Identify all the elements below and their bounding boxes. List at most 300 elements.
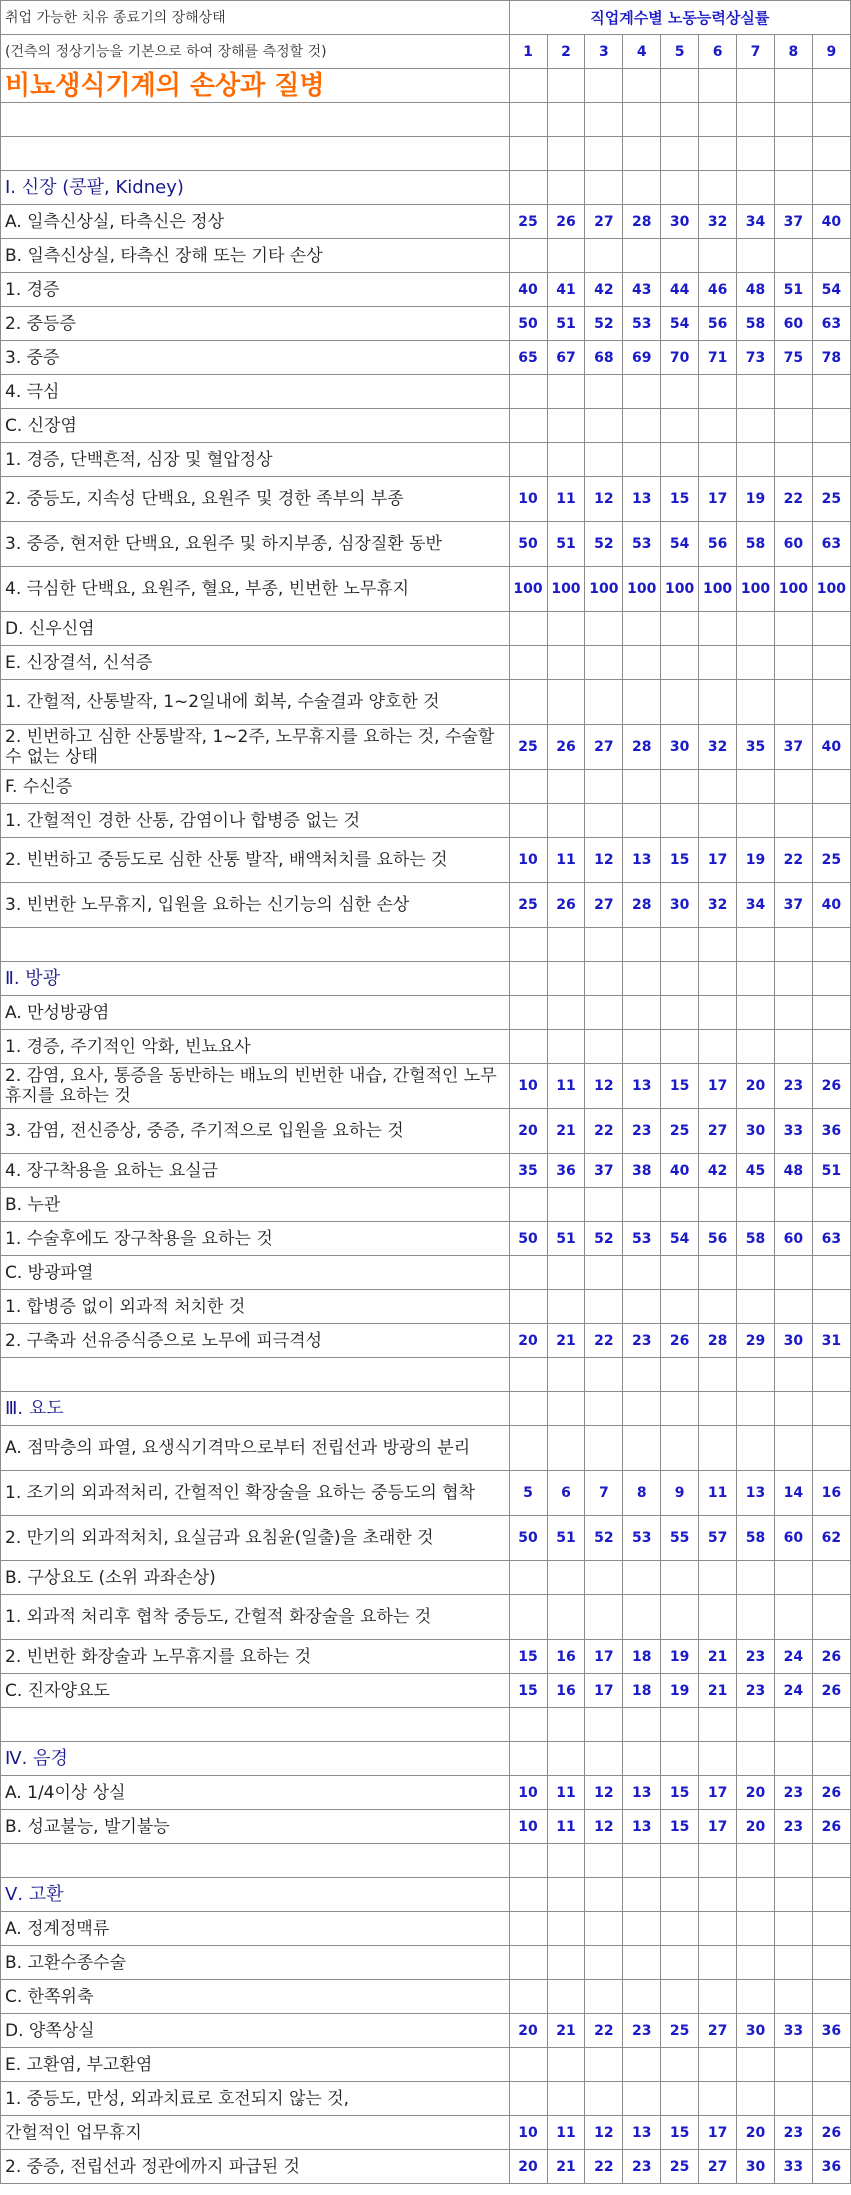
rate-value	[661, 1030, 699, 1064]
rate-value: 9	[661, 1471, 699, 1516]
item-description	[1, 1708, 510, 1742]
rate-value	[661, 1878, 699, 1912]
rate-value: 35	[509, 1154, 547, 1188]
rate-value: 11	[547, 1776, 585, 1810]
rate-value: 33	[774, 2150, 812, 2184]
rate-value	[774, 1742, 812, 1776]
rate-value: 26	[812, 1810, 850, 1844]
rate-value	[699, 137, 737, 171]
rate-value: 58	[737, 1516, 775, 1561]
rate-value: 16	[547, 1674, 585, 1708]
rate-value	[509, 171, 547, 205]
rate-value	[737, 171, 775, 205]
item-description: 1. 중등도, 만성, 외과치료로 호전되지 않는 것,	[1, 2082, 510, 2116]
rate-value: 51	[547, 307, 585, 341]
rate-value	[812, 375, 850, 409]
rate-value: 33	[774, 2014, 812, 2048]
rate-value: 21	[547, 1109, 585, 1154]
rate-value	[623, 1946, 661, 1980]
empty-cell	[661, 69, 699, 103]
rate-value	[623, 239, 661, 273]
rate-value: 17	[699, 1064, 737, 1109]
rate-value	[774, 646, 812, 680]
rate-value: 15	[661, 1810, 699, 1844]
rate-value	[509, 409, 547, 443]
rate-value: 100	[661, 567, 699, 612]
rate-value: 51	[547, 522, 585, 567]
item-description: C. 진자양요도	[1, 1674, 510, 1708]
rate-value	[623, 1980, 661, 2014]
rate-value: 23	[774, 1064, 812, 1109]
item-description: A. 점막층의 파열, 요생식기격막으로부터 전립선과 방광의 분리	[1, 1426, 510, 1471]
item-description: 1. 경증, 단백흔적, 심장 및 혈압정상	[1, 443, 510, 477]
rate-value: 15	[661, 1776, 699, 1810]
section-row	[1, 1878, 851, 1912]
rate-value: 63	[812, 307, 850, 341]
rate-value: 26	[547, 205, 585, 239]
rate-value: 51	[774, 273, 812, 307]
item-description: 2. 빈번하고 심한 산통발작, 1~2주, 노무휴지를 요하는 것, 수술할 수 없는 상태	[1, 725, 510, 770]
rate-value: 12	[585, 477, 623, 522]
empty-cell	[585, 69, 623, 103]
rate-value: 23	[623, 2014, 661, 2048]
rate-value	[699, 962, 737, 996]
rate-value: 28	[623, 883, 661, 928]
rate-value: 30	[661, 883, 699, 928]
section-heading: Ⅳ. 음경	[1, 1742, 510, 1776]
rate-value: 23	[774, 1810, 812, 1844]
rate-value: 20	[509, 1109, 547, 1154]
rate-value	[585, 1290, 623, 1324]
rate-value	[661, 1426, 699, 1471]
rate-value: 40	[509, 273, 547, 307]
table-row	[1, 646, 851, 680]
item-description: 3. 중증	[1, 341, 510, 375]
rate-value: 15	[509, 1674, 547, 1708]
rate-value: 100	[547, 567, 585, 612]
rate-value	[699, 646, 737, 680]
rate-value: 26	[812, 2116, 850, 2150]
rate-value	[661, 1844, 699, 1878]
rate-value	[699, 1878, 737, 1912]
rate-value: 36	[812, 2150, 850, 2184]
table-row	[1, 928, 851, 962]
rate-value	[737, 1392, 775, 1426]
rate-value	[547, 1912, 585, 1946]
rate-value	[737, 2048, 775, 2082]
rate-value: 40	[812, 205, 850, 239]
rate-value: 50	[509, 1222, 547, 1256]
rate-value: 11	[547, 1810, 585, 1844]
rate-value: 21	[547, 2014, 585, 2048]
table-row	[1, 1109, 851, 1154]
rate-value	[774, 1030, 812, 1064]
rate-value: 25	[509, 205, 547, 239]
item-description: 2. 만기의 외과적처치, 요실금과 요침윤(일출)을 초래한 것	[1, 1516, 510, 1561]
grade-number: 3	[585, 35, 623, 69]
rate-value: 15	[661, 838, 699, 883]
rate-value	[509, 1844, 547, 1878]
rate-value	[661, 928, 699, 962]
rate-value	[623, 1561, 661, 1595]
rate-value	[812, 103, 850, 137]
rate-value: 27	[699, 1109, 737, 1154]
rate-value: 20	[509, 1324, 547, 1358]
rate-value	[699, 1188, 737, 1222]
rate-value: 20	[509, 2014, 547, 2048]
rate-value	[623, 1426, 661, 1471]
rate-value: 19	[737, 477, 775, 522]
table-row	[1, 443, 851, 477]
rate-value: 58	[737, 522, 775, 567]
item-description: 간헐적인 업무휴지	[1, 2116, 510, 2150]
rate-value	[737, 239, 775, 273]
rate-value	[547, 239, 585, 273]
rate-value: 56	[699, 307, 737, 341]
rate-value: 29	[737, 1324, 775, 1358]
rate-value: 60	[774, 307, 812, 341]
rate-value: 100	[774, 567, 812, 612]
rate-value: 65	[509, 341, 547, 375]
rate-value	[623, 1878, 661, 1912]
table-row	[1, 612, 851, 646]
rate-value	[774, 612, 812, 646]
item-description: 1. 수술후에도 장구착용을 요하는 것	[1, 1222, 510, 1256]
rate-value: 26	[661, 1324, 699, 1358]
rate-value	[661, 680, 699, 725]
rate-value: 12	[585, 1810, 623, 1844]
rate-value: 54	[661, 307, 699, 341]
item-description: 1. 합병증 없이 외과적 처치한 것	[1, 1290, 510, 1324]
rate-value	[623, 137, 661, 171]
rate-value: 30	[661, 205, 699, 239]
table-row	[1, 137, 851, 171]
item-description	[1, 1844, 510, 1878]
rate-value	[812, 1980, 850, 2014]
rate-value	[509, 804, 547, 838]
rate-value: 10	[509, 838, 547, 883]
table-row	[1, 522, 851, 567]
table-row	[1, 1561, 851, 1595]
item-description: C. 방광파열	[1, 1256, 510, 1290]
rate-value	[509, 1980, 547, 2014]
rate-value	[812, 2082, 850, 2116]
section-row	[1, 171, 851, 205]
rate-value: 42	[699, 1154, 737, 1188]
empty-cell	[812, 69, 850, 103]
item-description: 2. 중등도, 지속성 단백요, 요원주 및 경한 족부의 부종	[1, 477, 510, 522]
rate-value	[585, 962, 623, 996]
rate-value	[585, 1595, 623, 1640]
rate-value: 100	[699, 567, 737, 612]
rate-value	[661, 770, 699, 804]
rate-value	[585, 612, 623, 646]
note-row	[1, 35, 851, 69]
rate-value: 8	[623, 1471, 661, 1516]
rate-value	[661, 804, 699, 838]
rate-value	[774, 1392, 812, 1426]
rate-value	[547, 1358, 585, 1392]
rate-value	[547, 612, 585, 646]
item-description: 1. 외과적 처리후 협착 중등도, 간헐적 화장술을 요하는 것	[1, 1595, 510, 1640]
rate-value	[737, 1946, 775, 1980]
rate-value	[623, 962, 661, 996]
rate-value	[547, 1392, 585, 1426]
table-row	[1, 1064, 851, 1109]
rate-value	[547, 1290, 585, 1324]
rate-value	[509, 1188, 547, 1222]
rate-value: 70	[661, 341, 699, 375]
rate-value	[585, 409, 623, 443]
rate-value: 10	[509, 1776, 547, 1810]
rate-value	[699, 1561, 737, 1595]
table-row	[1, 725, 851, 770]
rate-value	[585, 1844, 623, 1878]
rate-value	[509, 1912, 547, 1946]
rate-value	[509, 137, 547, 171]
rate-value: 25	[661, 2150, 699, 2184]
rate-value	[547, 137, 585, 171]
item-description: C. 신장염	[1, 409, 510, 443]
table-row	[1, 2082, 851, 2116]
table-row	[1, 2150, 851, 2184]
rate-value	[699, 103, 737, 137]
rate-value	[661, 1392, 699, 1426]
rate-value: 100	[509, 567, 547, 612]
rate-value: 26	[547, 725, 585, 770]
rate-value: 17	[585, 1640, 623, 1674]
rate-value: 48	[774, 1154, 812, 1188]
item-description: 2. 중등증	[1, 307, 510, 341]
rate-value: 100	[737, 567, 775, 612]
grade-number: 6	[699, 35, 737, 69]
rate-value: 53	[623, 307, 661, 341]
rate-value: 62	[812, 1516, 850, 1561]
rate-value	[812, 239, 850, 273]
rate-value	[737, 1030, 775, 1064]
item-description: A. 만성방광염	[1, 996, 510, 1030]
rate-value	[812, 612, 850, 646]
rate-value: 23	[623, 1109, 661, 1154]
table-row	[1, 1595, 851, 1640]
rate-value	[547, 804, 585, 838]
rate-value: 100	[812, 567, 850, 612]
rate-value: 25	[812, 477, 850, 522]
rate-value: 27	[585, 883, 623, 928]
rate-value: 17	[699, 1810, 737, 1844]
grade-number: 2	[547, 35, 585, 69]
item-description: 2. 감염, 요사, 통증을 동반하는 배뇨의 빈번한 내습, 간헐적인 노무휴지를 요하는 것	[1, 1064, 510, 1109]
rate-value	[699, 1912, 737, 1946]
state-header: 취업 가능한 치유 종료기의 장해상태	[1, 1, 510, 35]
rate-value: 52	[585, 1516, 623, 1561]
rate-value	[585, 646, 623, 680]
rate-value	[547, 103, 585, 137]
rate-value	[699, 680, 737, 725]
table-row	[1, 2048, 851, 2082]
section-heading: Ⅱ. 방광	[1, 962, 510, 996]
rate-value: 78	[812, 341, 850, 375]
rate-value: 30	[774, 1324, 812, 1358]
rate-value	[623, 1595, 661, 1640]
rate-value: 37	[585, 1154, 623, 1188]
table-row	[1, 1980, 851, 2014]
rate-value	[547, 1708, 585, 1742]
rate-value	[812, 1912, 850, 1946]
rate-value: 50	[509, 522, 547, 567]
rate-value: 75	[774, 341, 812, 375]
rate-value: 30	[737, 1109, 775, 1154]
rate-value	[812, 680, 850, 725]
rate-value	[661, 646, 699, 680]
rate-value: 11	[699, 1471, 737, 1516]
rate-value: 46	[699, 273, 737, 307]
rate-value	[774, 996, 812, 1030]
table-row	[1, 239, 851, 273]
rate-value	[547, 1742, 585, 1776]
item-description: 2. 구축과 선유증식증으로 노무에 피극격성	[1, 1324, 510, 1358]
section-heading: Ⅲ. 요도	[1, 1392, 510, 1426]
rate-value	[774, 443, 812, 477]
rate-value: 28	[699, 1324, 737, 1358]
rate-value	[661, 2048, 699, 2082]
rate-value: 63	[812, 522, 850, 567]
rate-value	[585, 2048, 623, 2082]
item-description: 3. 감염, 전신증상, 중증, 주기적으로 입원을 요하는 것	[1, 1109, 510, 1154]
rate-value	[509, 962, 547, 996]
rate-value	[812, 409, 850, 443]
rate-value	[812, 1392, 850, 1426]
section-heading: Ⅴ. 고환	[1, 1878, 510, 1912]
rate-value: 36	[812, 1109, 850, 1154]
rate-value	[737, 375, 775, 409]
rate-value: 5	[509, 1471, 547, 1516]
rate-value: 51	[547, 1222, 585, 1256]
rate-value	[585, 1708, 623, 1742]
rate-value	[812, 1878, 850, 1912]
rate-value	[774, 1878, 812, 1912]
item-description	[1, 137, 510, 171]
item-description: F. 수신증	[1, 770, 510, 804]
rate-value: 23	[623, 1324, 661, 1358]
rate-value	[623, 1188, 661, 1222]
section-row	[1, 1392, 851, 1426]
item-description: 2. 빈번한 화장술과 노무휴지를 요하는 것	[1, 1640, 510, 1674]
rate-value: 16	[547, 1640, 585, 1674]
rate-value	[509, 1392, 547, 1426]
rate-value	[774, 409, 812, 443]
rate-value	[509, 770, 547, 804]
rate-value	[509, 928, 547, 962]
item-description: A. 1/4이상 상실	[1, 1776, 510, 1810]
rate-value: 19	[737, 838, 775, 883]
table-row	[1, 1674, 851, 1708]
rate-value	[623, 409, 661, 443]
rate-value	[623, 375, 661, 409]
rate-value: 6	[547, 1471, 585, 1516]
rate-value	[661, 103, 699, 137]
rate-value	[509, 612, 547, 646]
rate-value	[661, 239, 699, 273]
table-row	[1, 1708, 851, 1742]
rate-value	[774, 1708, 812, 1742]
rate-value: 27	[699, 2150, 737, 2184]
rate-value: 13	[623, 477, 661, 522]
rate-value	[774, 1980, 812, 2014]
rate-value: 15	[661, 477, 699, 522]
rate-value: 40	[812, 725, 850, 770]
rate-value	[547, 375, 585, 409]
rate-value	[509, 1358, 547, 1392]
item-description: B. 구상요도 (소위 과좌손상)	[1, 1561, 510, 1595]
rate-value	[812, 1290, 850, 1324]
rate-value: 12	[585, 1064, 623, 1109]
table-row	[1, 477, 851, 522]
rate-value	[737, 1188, 775, 1222]
rate-value	[509, 680, 547, 725]
item-description: 2. 중증, 전립선과 정관에까지 파급된 것	[1, 2150, 510, 2184]
rate-value: 34	[737, 883, 775, 928]
rate-value: 45	[737, 1154, 775, 1188]
item-description: E. 고환염, 부고환염	[1, 2048, 510, 2082]
rate-value	[661, 1708, 699, 1742]
table-row	[1, 2116, 851, 2150]
rate-value	[509, 443, 547, 477]
rate-value: 19	[661, 1674, 699, 1708]
table-row	[1, 680, 851, 725]
rate-value	[699, 443, 737, 477]
rate-value	[661, 612, 699, 646]
rate-value	[585, 804, 623, 838]
rate-value	[699, 770, 737, 804]
rate-value	[774, 137, 812, 171]
rate-value: 20	[737, 1064, 775, 1109]
rate-value	[623, 2082, 661, 2116]
table-row	[1, 1188, 851, 1222]
rate-value	[661, 443, 699, 477]
rate-value	[737, 1561, 775, 1595]
rate-value	[812, 804, 850, 838]
rate-value	[699, 375, 737, 409]
rate-value	[547, 1426, 585, 1471]
rate-value: 53	[623, 1222, 661, 1256]
rate-value: 26	[812, 1640, 850, 1674]
table-row	[1, 838, 851, 883]
table-row	[1, 1810, 851, 1844]
rate-value	[623, 680, 661, 725]
rate-value: 27	[699, 2014, 737, 2048]
rate-value	[812, 1030, 850, 1064]
rate-value	[812, 996, 850, 1030]
rate-value: 53	[623, 522, 661, 567]
rate-value	[661, 1912, 699, 1946]
rate-value: 20	[737, 2116, 775, 2150]
rate-value	[585, 1256, 623, 1290]
rate-value	[623, 1742, 661, 1776]
rate-value: 25	[661, 1109, 699, 1154]
rate-value	[774, 1844, 812, 1878]
rate-value	[737, 2082, 775, 2116]
rate-value	[699, 171, 737, 205]
rate-value	[737, 1595, 775, 1640]
rate-value: 67	[547, 341, 585, 375]
section-row	[1, 962, 851, 996]
rate-value: 25	[509, 883, 547, 928]
rate-value	[737, 409, 775, 443]
rate-value	[547, 1256, 585, 1290]
rate-value	[623, 996, 661, 1030]
rate-value: 73	[737, 341, 775, 375]
